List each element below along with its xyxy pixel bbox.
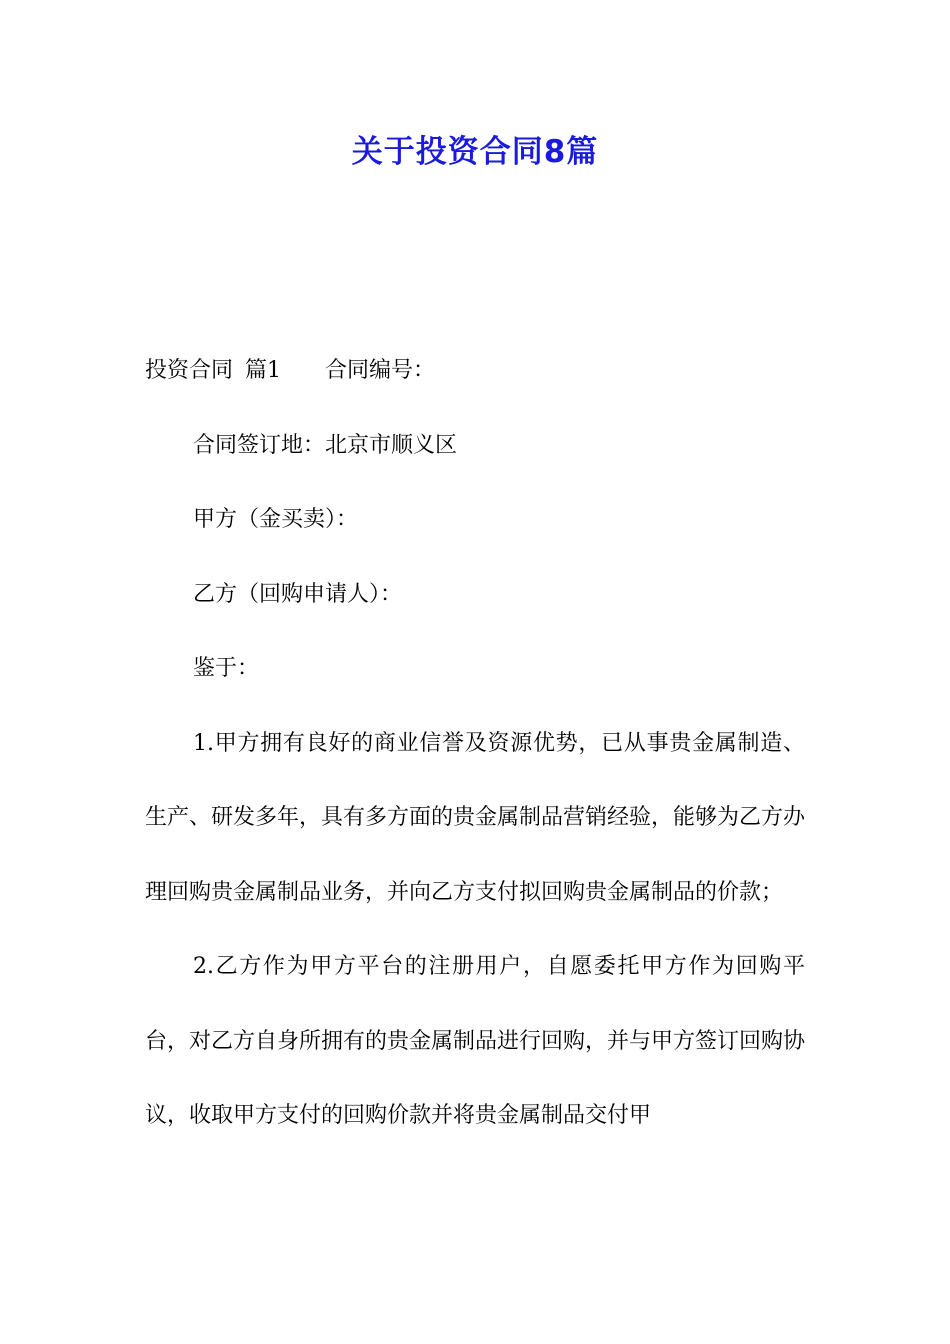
contract-part-number: 篇1 [245, 358, 282, 383]
party-b: 乙方（回购申请人）： [193, 581, 403, 607]
party-a: 甲方（金买卖）： [193, 507, 359, 532]
document-title: 关于投资合同8篇 [351, 134, 599, 170]
document-body [145, 334, 805, 1154]
whereas-clause-2: 2.乙方作为甲方平台的注册用户，自愿委托甲方作为回购平台，对乙方自身所拥有的贵金属制品进行回购，并与甲方签订回购协议，收取甲方支付的回购价款并将贵金属制品交付甲 [145, 954, 806, 1128]
contract-number-label: 合同编号： [325, 358, 436, 383]
contract-heading-line [145, 334, 805, 409]
signing-place: 合同签订地：北京市顺义区 [193, 432, 458, 458]
contract-type: 投资合同 [145, 358, 234, 383]
whereas-heading: 鉴于： [193, 656, 260, 681]
whereas-clause-1: 1.甲方拥有良好的商业信誉及资源优势，已从事贵金属制造、生产、研发多年，具有多方面的贵金属制品营销经验，能够为乙方办理回购贵金属制品业务，并向乙方支付拟回购贵金属制品的价款； [145, 730, 806, 905]
